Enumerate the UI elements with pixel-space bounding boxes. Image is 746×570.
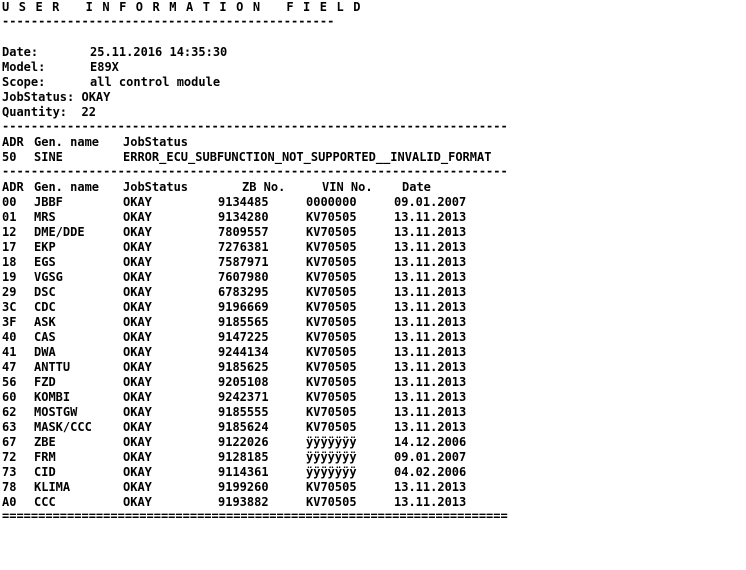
cell-gen-name: MOSTGW: [34, 405, 78, 419]
cell-date: 13.11.2013: [394, 360, 467, 374]
cell-adr: 3C: [2, 300, 17, 314]
cell-gen-name: CAS: [34, 330, 56, 344]
info-jobstatus: [2, 90, 110, 105]
info-key: Model:: [2, 60, 46, 74]
info-key: Date:: [2, 45, 39, 59]
cell-zb-no: 7587971: [218, 255, 269, 269]
cell-gen-name: EGS: [34, 255, 56, 269]
cell-adr: 63: [2, 420, 17, 434]
cell-date: 13.11.2013: [394, 285, 467, 299]
cell-zb-no: 9244134: [218, 345, 269, 359]
cell-jobstatus: OKAY: [123, 225, 152, 239]
cell-vin-no: KV70505: [306, 390, 357, 404]
cell-zb-no: 9196669: [218, 300, 269, 314]
report-title: USER INFORMATION FIELD: [2, 0, 370, 14]
col-jobstatus-header: JobStatus: [123, 135, 189, 149]
cell-zb-no: 9128185: [218, 450, 269, 464]
table-row: [2, 480, 542, 495]
divider: ----------------------------------------------------------------------: [2, 164, 508, 178]
info-date: [2, 45, 227, 60]
cell-date: 13.11.2013: [394, 240, 467, 254]
cell-date: 13.11.2013: [394, 210, 467, 224]
table-row: [2, 255, 542, 270]
cell-jobstatus: OKAY: [123, 285, 152, 299]
table-row: [2, 315, 542, 330]
module-table-header: [2, 180, 542, 195]
cell-adr: 73: [2, 465, 17, 479]
cell-zb-no: 9193882: [218, 495, 269, 509]
cell-gen-name: JBBF: [34, 195, 63, 209]
cell-jobstatus: OKAY: [123, 465, 152, 479]
table-row: [2, 390, 542, 405]
cell-jobstatus: OKAY: [123, 195, 152, 209]
cell-adr: 29: [2, 285, 17, 299]
col-vin-no-header: VIN No.: [322, 180, 373, 194]
table-row: [2, 495, 542, 510]
table-row: [2, 270, 542, 285]
cell-vin-no: KV70505: [306, 495, 357, 509]
divider: ----------------------------------------------------------------------: [2, 119, 508, 133]
cell-zb-no: 9134485: [218, 195, 269, 209]
col-adr-header: ADR: [2, 180, 24, 194]
cell-zb-no: 6783295: [218, 285, 269, 299]
cell-zb-no: 9185555: [218, 405, 269, 419]
cell-jobstatus: OKAY: [123, 495, 152, 509]
cell-vin-no: KV70505: [306, 405, 357, 419]
cell-adr: 18: [2, 255, 17, 269]
table-row: [2, 360, 542, 375]
cell-vin-no: KV70505: [306, 210, 357, 224]
cell-gen-name: DWA: [34, 345, 56, 359]
cell-adr: 19: [2, 270, 17, 284]
cell-vin-no: KV70505: [306, 345, 357, 359]
cell-gen-name: VGSG: [34, 270, 63, 284]
cell-jobstatus: OKAY: [123, 300, 152, 314]
cell-vin-no: ÿÿÿÿÿÿÿ: [306, 450, 357, 464]
cell-zb-no: 9205108: [218, 375, 269, 389]
cell-vin-no: KV70505: [306, 480, 357, 494]
cell-adr: 00: [2, 195, 17, 209]
closing-divider: ======================================================================: [2, 509, 508, 523]
cell-adr: 50: [2, 150, 17, 164]
cell-jobstatus: OKAY: [123, 255, 152, 269]
cell-vin-no: KV70505: [306, 270, 357, 284]
cell-date: 13.11.2013: [394, 225, 467, 239]
error-table-header: [2, 135, 542, 150]
cell-gen-name: ASK: [34, 315, 56, 329]
cell-date: 13.11.2013: [394, 390, 467, 404]
cell-vin-no: KV70505: [306, 375, 357, 389]
cell-vin-no: KV70505: [306, 315, 357, 329]
cell-date: 13.11.2013: [394, 420, 467, 434]
cell-adr: 47: [2, 360, 17, 374]
cell-gen-name: ZBE: [34, 435, 56, 449]
cell-zb-no: 9122026: [218, 435, 269, 449]
info-model: [2, 60, 119, 75]
table-row: [2, 330, 542, 345]
cell-date: 13.11.2013: [394, 315, 467, 329]
cell-jobstatus: OKAY: [123, 375, 152, 389]
cell-zb-no: 7809557: [218, 225, 269, 239]
info-key: Quantity:: [2, 105, 68, 119]
cell-date: 13.11.2013: [394, 255, 467, 269]
cell-jobstatus: OKAY: [123, 480, 152, 494]
cell-adr: 41: [2, 345, 17, 359]
cell-zb-no: 7276381: [218, 240, 269, 254]
cell-zb-no: 9185565: [218, 315, 269, 329]
cell-jobstatus: OKAY: [123, 390, 152, 404]
table-row: [2, 420, 542, 435]
table-row: [2, 285, 542, 300]
cell-date: 09.01.2007: [394, 450, 467, 464]
info-scope: [2, 75, 220, 90]
cell-zb-no: 9134280: [218, 210, 269, 224]
table-row: [2, 405, 542, 420]
cell-adr: A0: [2, 495, 17, 509]
col-gen-name-header: Gen. name: [34, 180, 100, 194]
cell-gen-name: EKP: [34, 240, 56, 254]
cell-adr: 3F: [2, 315, 17, 329]
cell-adr: 40: [2, 330, 17, 344]
cell-date: 13.11.2013: [394, 330, 467, 344]
cell-vin-no: KV70505: [306, 255, 357, 269]
table-row: [2, 195, 542, 210]
cell-adr: 01: [2, 210, 17, 224]
cell-zb-no: 7607980: [218, 270, 269, 284]
cell-zb-no: 9185625: [218, 360, 269, 374]
cell-date: 13.11.2013: [394, 345, 467, 359]
table-row: [2, 450, 542, 465]
cell-vin-no: KV70505: [306, 285, 357, 299]
cell-adr: 12: [2, 225, 17, 239]
cell-date: 04.02.2006: [394, 465, 467, 479]
cell-adr: 17: [2, 240, 17, 254]
table-row: [2, 435, 542, 450]
cell-gen-name: MRS: [34, 210, 56, 224]
table-row: [2, 240, 542, 255]
cell-zb-no: 9114361: [218, 465, 269, 479]
cell-zb-no: 9185624: [218, 420, 269, 434]
cell-vin-no: ÿÿÿÿÿÿÿ: [306, 435, 357, 449]
info-key: Scope:: [2, 75, 46, 89]
cell-vin-no: KV70505: [306, 330, 357, 344]
table-row: [2, 345, 542, 360]
cell-vin-no: 0000000: [306, 195, 357, 209]
cell-gen-name: CCC: [34, 495, 56, 509]
col-adr-header: ADR: [2, 135, 24, 149]
cell-jobstatus: OKAY: [123, 405, 152, 419]
info-value: OKAY: [81, 90, 111, 104]
cell-adr: 56: [2, 375, 17, 389]
info-key: JobStatus:: [2, 90, 75, 104]
cell-gen-name: CID: [34, 465, 56, 479]
cell-jobstatus: ERROR_ECU_SUBFUNCTION_NOT_SUPPORTED__INVALID_FORMAT: [123, 150, 492, 164]
cell-jobstatus: OKAY: [123, 330, 152, 344]
cell-gen-name: FRM: [34, 450, 56, 464]
cell-date: 09.01.2007: [394, 195, 467, 209]
cell-zb-no: 9199260: [218, 480, 269, 494]
table-row: [2, 150, 542, 165]
table-row: [2, 375, 542, 390]
col-gen-name-header: Gen. name: [34, 135, 100, 149]
table-row: [2, 210, 542, 225]
table-row: [2, 225, 542, 240]
col-jobstatus-header: JobStatus: [123, 180, 189, 194]
cell-jobstatus: OKAY: [123, 435, 152, 449]
cell-vin-no: KV70505: [306, 360, 357, 374]
cell-gen-name: MASK/CCC: [34, 420, 92, 434]
title-underline: ----------------------------------------------: [2, 14, 335, 28]
cell-adr: 67: [2, 435, 17, 449]
cell-adr: 72: [2, 450, 17, 464]
cell-jobstatus: OKAY: [123, 270, 152, 284]
cell-jobstatus: OKAY: [123, 345, 152, 359]
cell-jobstatus: OKAY: [123, 240, 152, 254]
cell-gen-name: ANTTU: [34, 360, 71, 374]
cell-vin-no: ÿÿÿÿÿÿÿ: [306, 465, 357, 479]
cell-date: 13.11.2013: [394, 270, 467, 284]
cell-date: 13.11.2013: [394, 300, 467, 314]
info-value: E89X: [90, 60, 119, 74]
info-quantity: [2, 105, 96, 120]
col-zb-no-header: ZB No.: [242, 180, 286, 194]
cell-jobstatus: OKAY: [123, 210, 152, 224]
cell-gen-name: DSC: [34, 285, 56, 299]
table-row: [2, 465, 542, 480]
cell-jobstatus: OKAY: [123, 360, 152, 374]
cell-gen-name: SINE: [34, 150, 63, 164]
cell-vin-no: KV70505: [306, 420, 357, 434]
cell-vin-no: KV70505: [306, 225, 357, 239]
cell-date: 13.11.2013: [394, 480, 467, 494]
cell-adr: 60: [2, 390, 17, 404]
cell-gen-name: DME/DDE: [34, 225, 85, 239]
table-row: [2, 300, 542, 315]
info-value: 22: [81, 105, 96, 119]
info-value: 25.11.2016 14:35:30: [90, 45, 228, 59]
cell-vin-no: KV70505: [306, 300, 357, 314]
cell-adr: 78: [2, 480, 17, 494]
cell-date: 13.11.2013: [394, 405, 467, 419]
cell-gen-name: FZD: [34, 375, 56, 389]
cell-zb-no: 9242371: [218, 390, 269, 404]
cell-jobstatus: OKAY: [123, 420, 152, 434]
cell-vin-no: KV70505: [306, 240, 357, 254]
cell-date: 13.11.2013: [394, 375, 467, 389]
cell-adr: 62: [2, 405, 17, 419]
cell-gen-name: CDC: [34, 300, 56, 314]
col-date-header: Date: [402, 180, 431, 194]
cell-jobstatus: OKAY: [123, 315, 152, 329]
info-value: all control module: [90, 75, 221, 89]
cell-date: 13.11.2013: [394, 495, 467, 509]
cell-zb-no: 9147225: [218, 330, 269, 344]
cell-jobstatus: OKAY: [123, 450, 152, 464]
cell-gen-name: KOMBI: [34, 390, 71, 404]
cell-date: 14.12.2006: [394, 435, 467, 449]
cell-gen-name: KLIMA: [34, 480, 71, 494]
